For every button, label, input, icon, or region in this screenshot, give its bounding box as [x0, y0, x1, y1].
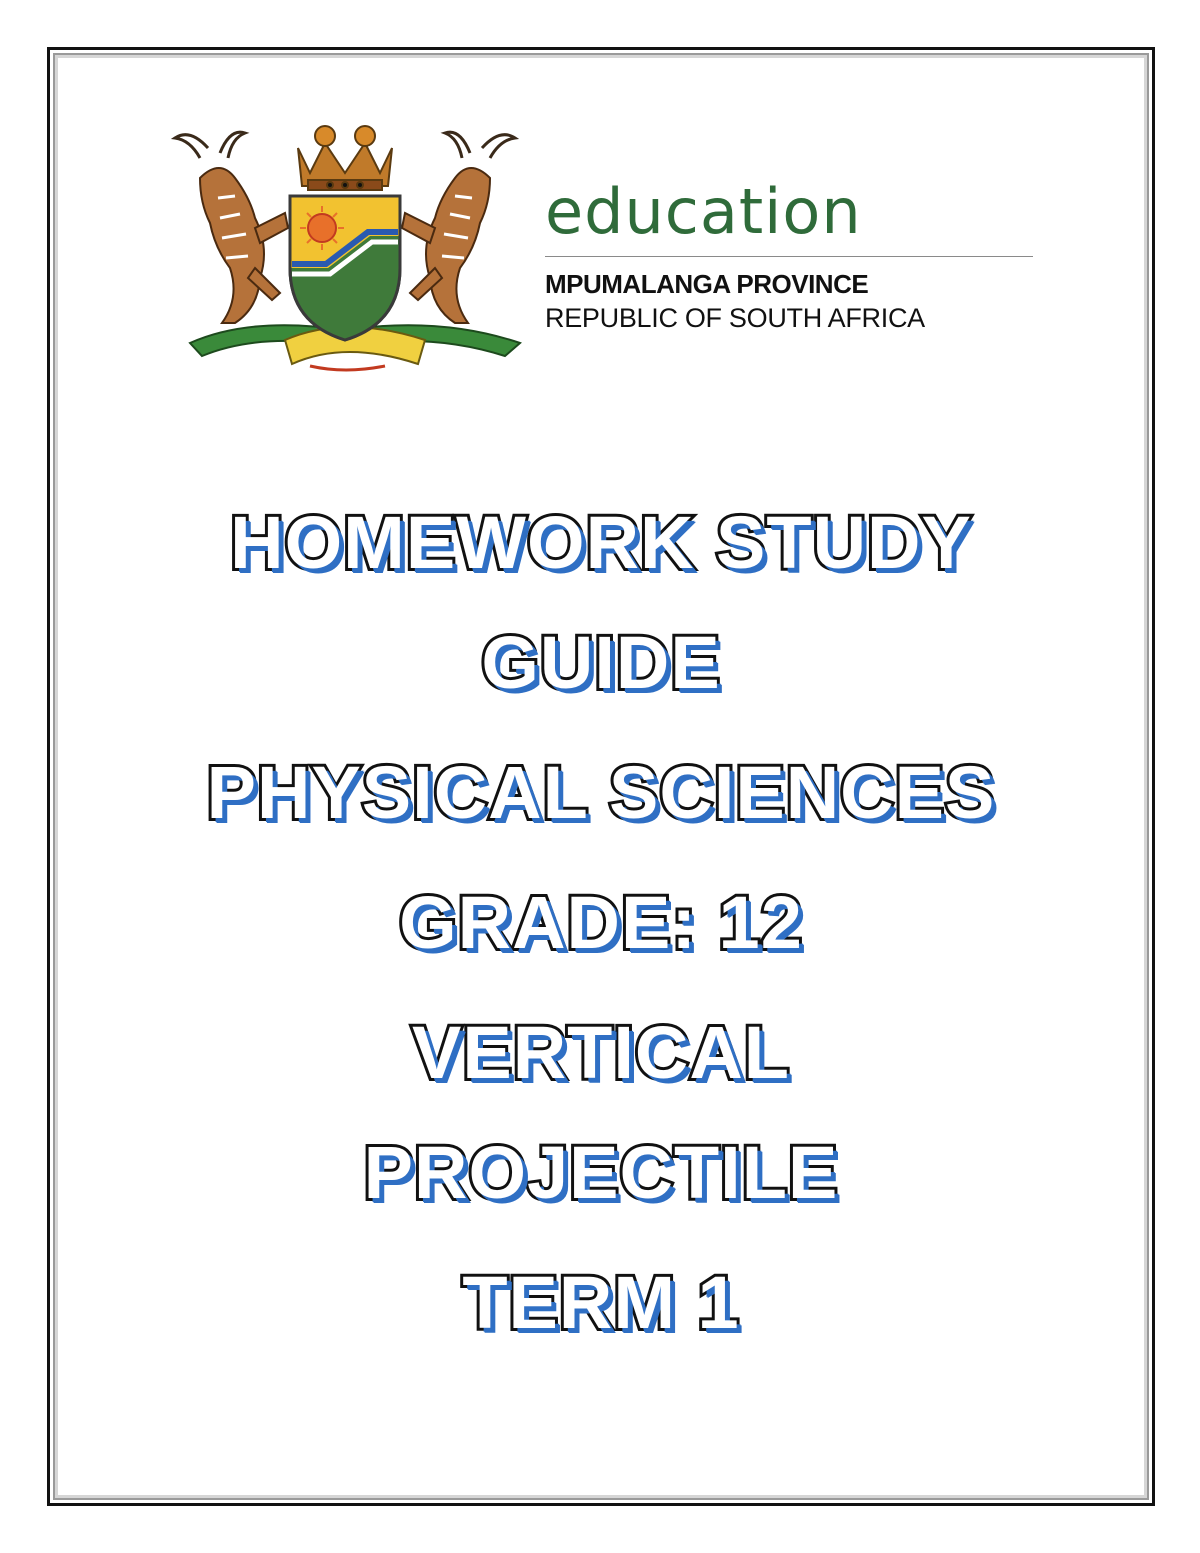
- title-line-6: PROJECTILE: [363, 1131, 839, 1214]
- country-name: REPUBLIC OF SOUTH AFRICA: [545, 303, 925, 333]
- cover-title: [60, 490, 1142, 1380]
- shield: [290, 196, 400, 340]
- title-line-4: GRADE: 12: [399, 881, 803, 964]
- coat-of-arms-logo: [160, 118, 530, 383]
- title-line-7: TERM 1: [462, 1261, 740, 1344]
- sun-icon: [308, 214, 336, 242]
- title-line-5: VERTICAL: [412, 1011, 790, 1094]
- brand-wordmark: education: [545, 175, 862, 248]
- title-line-2: GUIDE: [481, 621, 721, 704]
- brand-block: [545, 176, 1040, 335]
- crown: [298, 126, 392, 190]
- header: [160, 118, 1040, 383]
- brand-divider: [545, 256, 1033, 257]
- title-line-3: PHYSICAL SCIENCES: [206, 751, 996, 834]
- province-name: MPUMALANGA PROVINCE: [545, 269, 869, 299]
- right-kudu-supporter: [402, 132, 515, 323]
- left-kudu-supporter: [175, 132, 288, 323]
- title-line-1: HOMEWORK STUDY: [230, 501, 972, 584]
